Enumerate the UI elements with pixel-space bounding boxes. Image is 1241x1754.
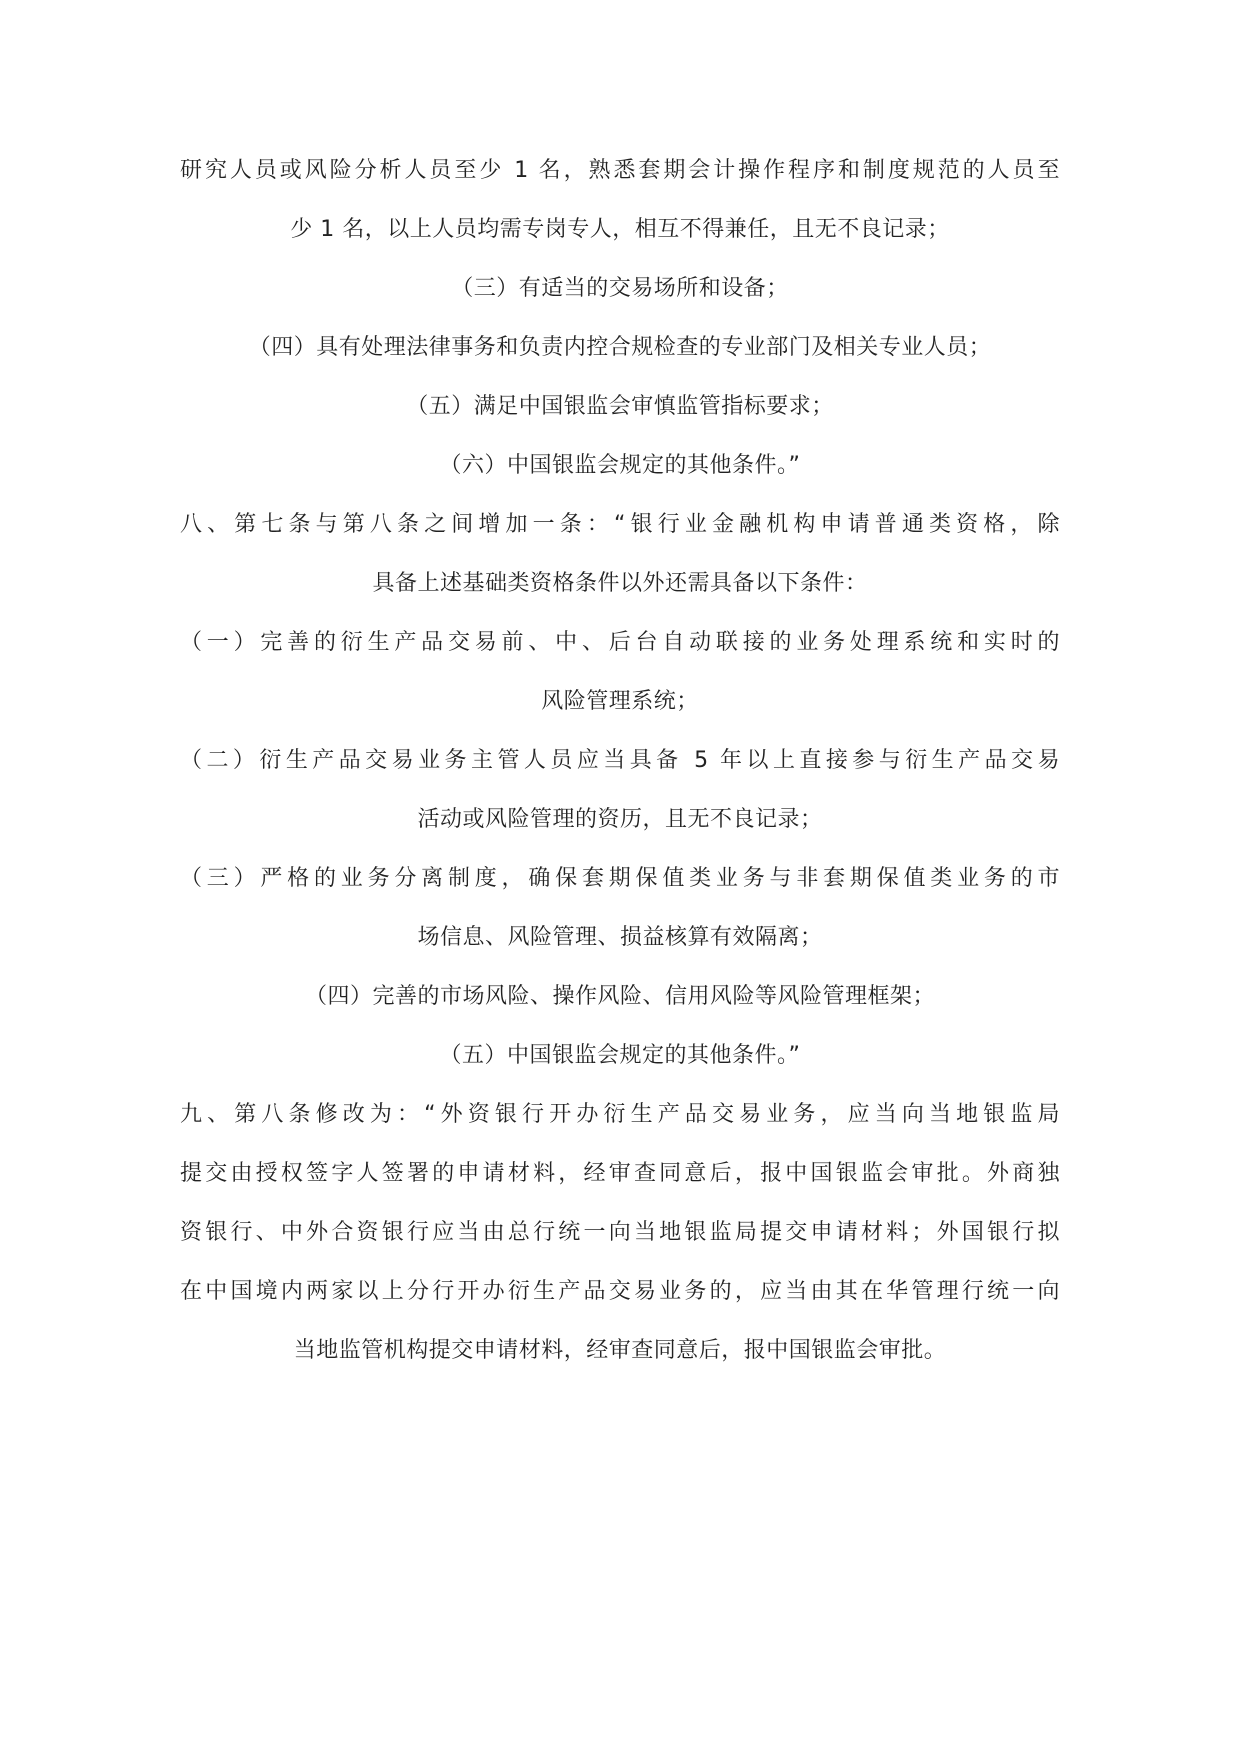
text-line: 在中国境内两家以上分行开办衍生产品交易业务的，应当由其在华管理行统一向 (180, 1279, 1060, 1304)
text-line: （五）中国银监会规定的其他条件。” (439, 1043, 801, 1068)
text-line: 提交由授权签字人签署的申请材料，经审查同意后，报中国银监会审批。外商独 (180, 1161, 1060, 1186)
text-line: 当地监管机构提交申请材料，经审查同意后，报中国银监会审批。 (293, 1338, 947, 1363)
text-line: 活动或风险管理的资历，且无不良记录； (417, 807, 823, 832)
text-line: 少 1 名，以上人员均需专岗专人，相互不得兼任，且无不良记录； (290, 217, 950, 242)
text-line: （六）中国银监会规定的其他条件。” (439, 453, 801, 478)
text-line: （三）有适当的交易场所和设备； (451, 276, 789, 301)
text-line: （四）完善的市场风险、操作风险、信用风险等风险管理框架； (304, 984, 935, 1009)
text-line: （二）衍生产品交易业务主管人员应当具备 5 年以上直接参与衍生产品交易 (180, 748, 1060, 773)
text-line: （三）严格的业务分离制度，确保套期保值类业务与非套期保值类业务的市 (180, 866, 1060, 891)
text-line: 八、第七条与第八条之间增加一条：“银行业金融机构申请普通类资格，除 (180, 512, 1060, 537)
text-line: （四）具有处理法律事务和负责内控合规检查的专业部门及相关专业人员； (248, 335, 992, 360)
text-line: （一）完善的衍生产品交易前、中、后台自动联接的业务处理系统和实时的 (180, 630, 1060, 655)
text-line: 资银行、中外合资银行应当由总行统一向当地银监局提交申请材料；外国银行拟 (180, 1220, 1060, 1245)
text-line: 风险管理系统； (541, 689, 699, 714)
text-line: 研究人员或风险分析人员至少 1 名，熟悉套期会计操作程序和制度规范的人员至 (180, 158, 1060, 183)
text-line: 场信息、风险管理、损益核算有效隔离； (417, 925, 823, 950)
text-line: （五）满足中国银监会审慎监管指标要求； (406, 394, 834, 419)
text-line: 具备上述基础类资格条件以外还需具备以下条件： (372, 571, 868, 596)
text-line: 九、第八条修改为：“外资银行开办衍生产品交易业务，应当向当地银监局 (180, 1102, 1060, 1127)
